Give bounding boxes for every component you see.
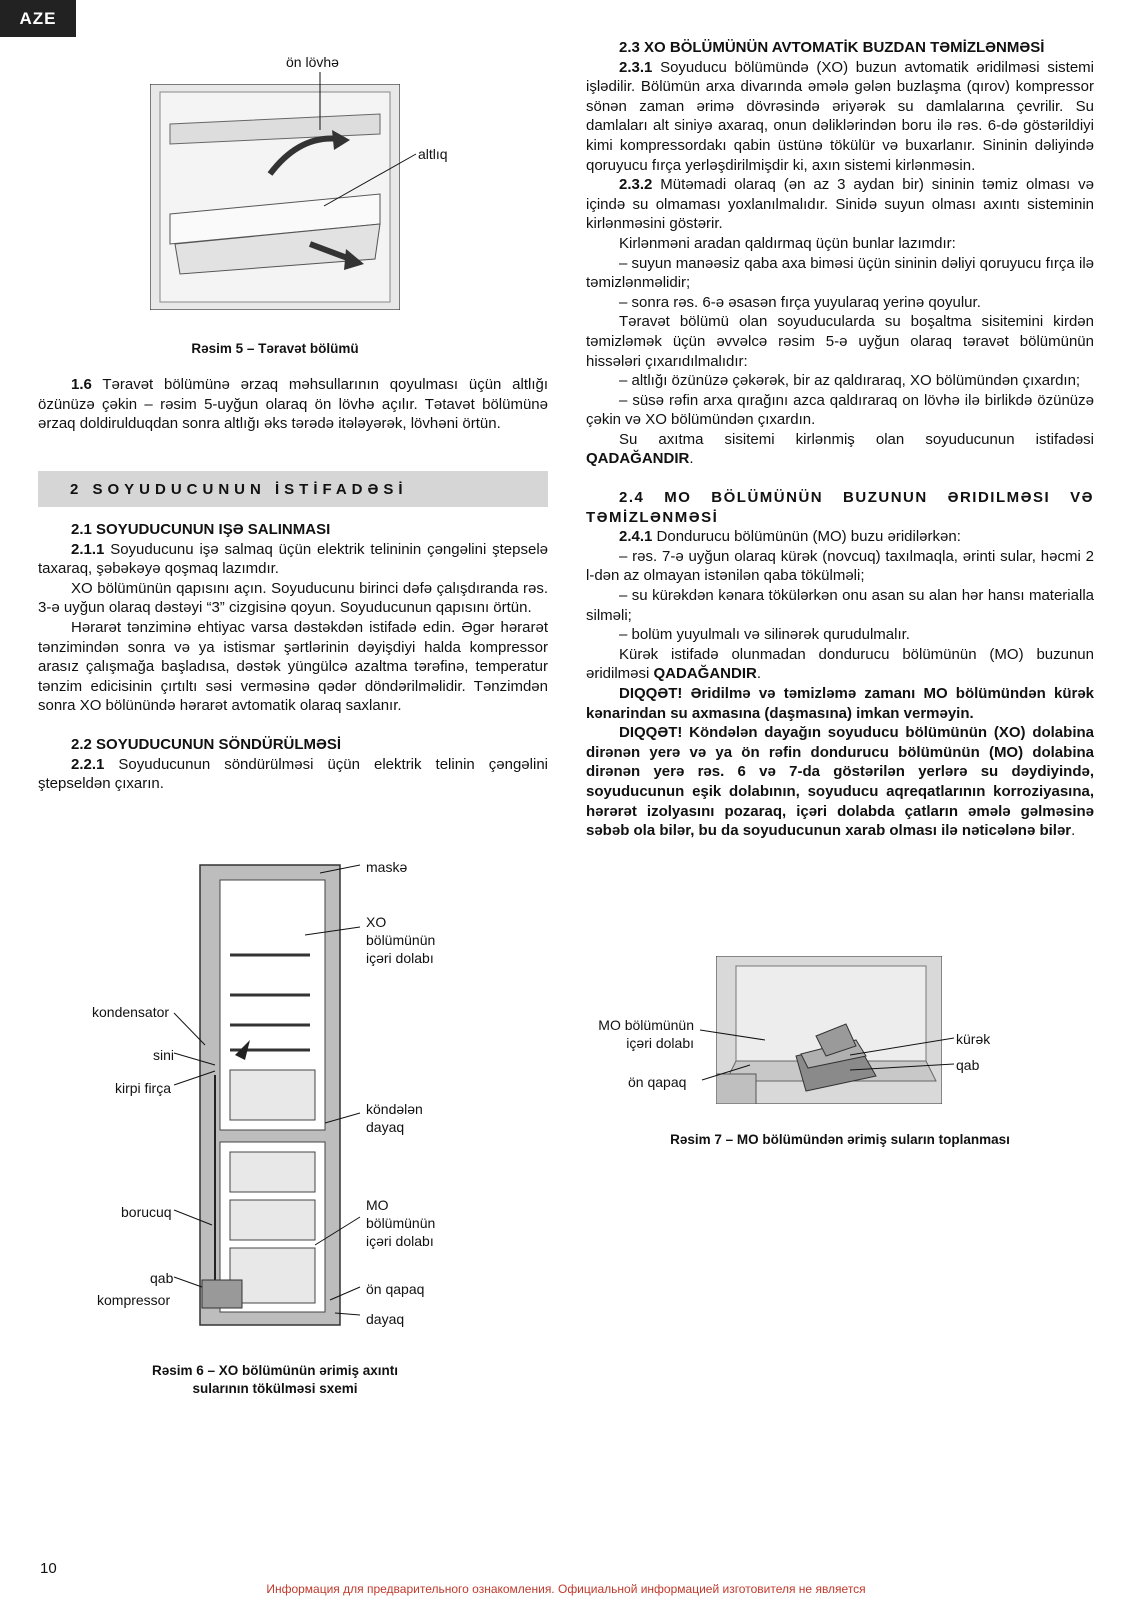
paragraph-dash-7: – bolüm yuyulmalı və silinərək qurudulmalır. (619, 626, 910, 644)
label-mo-inner-7-line1: MO bölümünün (598, 1017, 694, 1033)
paragraph-2-3-2: 2.3.2 Mütəmadi olaraq (ən az 3 aydan bir) sininin təmiz olması və içində su olmaması yoxlanılmalıdır. Sinidə suyun olması axıntı sisteminin kirlənməsini göstərir. (586, 176, 1094, 233)
label-container-7: qab (956, 1057, 980, 1073)
paragraph-dash-2: – sonra rəs. 6-ə əsasən fırça yuyularaq yerinə qoyulur. (619, 293, 981, 311)
label-xo-inner-1: XO (366, 914, 387, 930)
label-front-cover-7: ön qapaq (628, 1074, 687, 1090)
paragraph-dash-5: – rəs. 7-ə uyğun olaraq kürək (novcuq) taxılmaqla, ərinti sular, həcmi 2 l-dən az olmayan istənilən qaba tökülməli; (586, 547, 1094, 585)
label-tube: borucuq (121, 1204, 172, 1220)
label-mo-inner-7-line2: içəri dolabı (626, 1035, 694, 1051)
paragraph-dash-4: – süsə rəfin arxa qırağını azca qaldıraraq on lövhə ilə birlikdə özünüzə çəkin və XO bölümündən çıxardın. (586, 391, 1094, 429)
figure-5-caption: Rəsim 5 – Təravət bölümü (191, 341, 359, 356)
left-column-top (38, 375, 548, 434)
label-xo-inner-2: bölümünün (366, 932, 436, 948)
paragraph-1-6: 1.6 Təravət bölümünə ərzaq məhsullarının qoyulması üçün altlığı özünüzə çəkin – rəsim 5-uyğun olaraq ön lövhə açılır. Tətavət bölümünə ərzaq doldirulduqdan sonra altlığı əks tərədə itələyərək, lövhəni örtün. (38, 376, 548, 433)
paragraph-2-2-1: 2.2.1 Soyuducunun söndürülməsi üçün elektrik telinin çəngəlini ştepseldən çıxarın. (38, 755, 548, 793)
label-shovel: kürək (956, 1031, 991, 1047)
heading-2-2: 2.2 SOYUDUCUNUN SÖNDÜRÜLMƏSİ (71, 735, 342, 753)
paragraph-attention-1: DIQQƏT! Əridilmə və təmizləmə zamanı MO bölümündən kürək kənarindan su axmasına (daşmasına) imkan verməyin. (586, 685, 1094, 722)
paragraph-temperature: Hərarət tənziminə ehtiyac varsa dəstəkdən istifadə edin. Əgər hərarət tənzimindən sonra və ya istismar şərtlərinin dəyişdiyi halda kompressor arasız çalışmağa başladısa, dəstək yüngülcə azaltma tərəfinə, temperatur tənzim edicisinin çırtıltı səsi verməsinə qədər döndərilməlidir. Tənzimdən sonra XO bölünündə hərarət avtomatik olaraq saxlanır. (38, 618, 548, 715)
label-mo-inner-1: MO (366, 1197, 389, 1213)
figure-7-caption: Rəsim 7 – MO bölümündən ərimiş suların toplanması (670, 1132, 1010, 1147)
figure-7-leader-lines (690, 1020, 960, 1100)
label-condenser: kondensator (92, 1004, 170, 1020)
left-column-section-2 (38, 520, 548, 794)
label-support: dayaq (366, 1311, 405, 1327)
paragraph-ban: Su axıtma sisitemi kirlənmiş olan soyuducunun istifadəsi QADAĞANDIR. (586, 430, 1094, 468)
paragraph-fresh: Təravət bölümü olan soyuducularda su boşaltma sisitemini kirdən təmizləmək üçün əvvəlcə rəsim 5-ə uyğun olaraq təravət bölümünün hissələri çıxarıdılmalıdır: (586, 313, 1094, 370)
page-number: 10 (40, 1560, 57, 1577)
preview-notice: Информация для предварительного ознакомления. Официальной информацией изготовителя не является (266, 1582, 866, 1596)
paragraph-need: Kirlənməni aradan qaldırmaq üçün bunlar lazımdır: (619, 234, 956, 252)
paragraph-dash-6: – su kürəkdən kənara tökülərkən onu asan su alan hər hansı materialla silməli; (586, 587, 1094, 624)
label-compressor: kompressor (97, 1292, 171, 1308)
paragraph-dash-1: – suyun manəəsiz qaba axa biməsi üçün sininin dəliyi qoruyucu fırça ilə təmizlənməlidir; (586, 254, 1094, 292)
label-mo-inner-2: bölümünün (366, 1215, 436, 1231)
label-xo-inner-3: içəri dolabı (366, 950, 434, 966)
label-brush: kirpi firça (115, 1080, 172, 1096)
heading-2-1: 2.1 SOYUDUCUNUN IŞƏ SALINMASI (71, 521, 331, 538)
paragraph-2-4-1: 2.4.1 Dondurucu bölümünün (MO) buzu əridilərkən: (619, 528, 961, 546)
label-front-cover-6: ön qapaq (366, 1281, 425, 1297)
label-tray: altlıq (418, 146, 448, 162)
paragraph-2-3-1: 2.3.1 Soyuducu bölümündə (XO) buzun avtomatik əridilməsi sistemi işlədilir. Bölümün arxa divarında əmələ gələn buzlaşma (qırov) kompressor sönən zaman ərimə dövrəsində əriyərək su damlalarına çevrilir. Su damlaları alt siniyə axaraq, onun dəliklərindən boru ilə rəs. 6-də göstərildiyi kimi kompressordakı qabin üstünə tökülür və buxarlanır. Sininin dəliyində qoruyucu fırça yerləşdirilmişdir ki, axın sistemi kirlənməsin. (586, 58, 1094, 174)
paragraph-2-1-1: 2.1.1 Soyuducunu işə salmaq üçün elektrik telininin çəngəlini ştepselə taxaraq, şəbəkəyə qoşmaq lazımdır. (38, 540, 548, 578)
label-mask: maskə (366, 859, 408, 875)
figure-6-caption: Rəsim 6 – XO bölümünün ərimiş axıntı sularının tökülməsi sxemi (151, 1363, 399, 1396)
label-front-panel: ön lövhə (286, 54, 339, 70)
label-crossbar-1: köndələn (366, 1101, 423, 1117)
label-container-6: qab (150, 1270, 174, 1286)
section-2-title: 2 SOYUDUCUNUN İSTİFADƏSİ (38, 471, 548, 507)
paragraph-open-door: XO bölümünün qapısını açın. Soyuducunu birinci dəfə çalışdıranda rəs. 3-ə uyğun olaraq dəstəyi “3” cizgisinə qoyun. Soyuducunun qapısını örtün. (38, 579, 548, 617)
label-crossbar-2: dayaq (366, 1119, 405, 1135)
right-column (586, 38, 1094, 841)
paragraph-dash-3: – altlığı özünüzə çəkərək, bir az qaldıraraq, XO bölümündən çıxardın; (619, 372, 1081, 390)
label-mo-inner-3: içəri dolabı (366, 1233, 434, 1249)
figure-6-leader-lines (90, 855, 380, 1325)
heading-2-3: 2.3 XO BÖLÜMÜNÜN AVTOMATİK BUZDAN TƏMİZLƏNMƏSİ (619, 39, 1045, 56)
language-tag: AZE (0, 0, 76, 37)
paragraph-attention-2: DIQQƏT! Köndələn dayağın soyuducu bölümünün (XO) dolabina dirənən yerə və ya ön rəfin dondurucu bölümünün (MO) dolabina dirənən yerə rəs. 6 və 7-da göstərilən yerlərə su dəydiyində, soyuducunun eşik dolabının, soyuducu aqreqatlarının korroziyasına, hərərət izolyasını pozaraq, içəri dolabda çatların əmələ gəlməsinə səbəb ola bilər, bu da soyuducunun xarab olması ilə nəticələnə bilər. (586, 724, 1094, 840)
paragraph-shovel: Kürək istifadə olunmadan dondurucu bölümünün (MO) buzunun əridilməsi QADAĞANDIR. (586, 645, 1094, 683)
label-tray-6: sini (153, 1047, 175, 1063)
heading-2-4: 2.4 MO BÖLÜMÜNÜN BUZUNUN ƏRIDILMƏSI VƏ TƏMİZLƏNMƏSİ (586, 489, 1094, 526)
